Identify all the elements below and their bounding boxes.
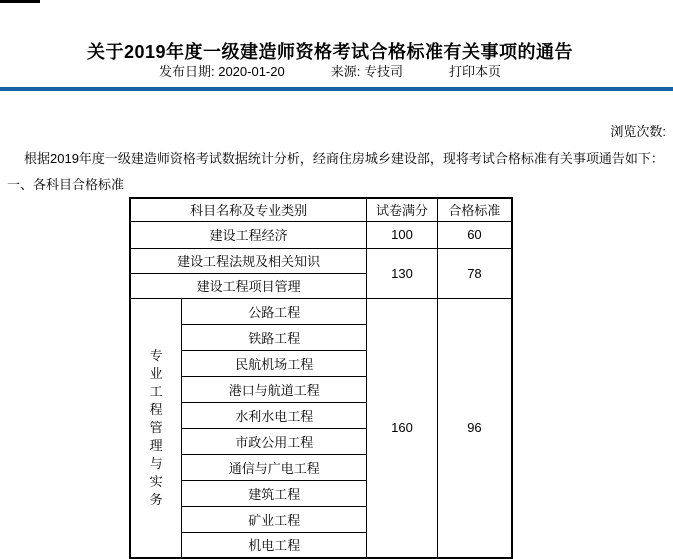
section-heading: 一、各科目合格标准 <box>7 177 125 193</box>
table-row <box>130 221 512 248</box>
subject-cell: 通信与广电工程 <box>182 454 367 480</box>
table-header-row <box>130 198 512 221</box>
subject-cell: 矿业工程 <box>182 506 367 532</box>
full-score-cell: 160 <box>367 298 438 558</box>
pass-score-cell: 60 <box>437 221 512 248</box>
print-page-link[interactable]: 打印本页 <box>448 64 501 79</box>
views-counter-label: 浏览次数: <box>610 124 666 139</box>
page-title: 关于2019年度一级建造师资格考试合格标准有关事项的通告 <box>86 42 574 63</box>
subject-cell: 港口与航道工程 <box>182 376 367 402</box>
practice-category-label: 专业工程管理与实务 <box>149 347 163 507</box>
pass-score-cell: 78 <box>437 248 512 298</box>
practice-category-cell <box>130 298 182 558</box>
intro-paragraph: 根据2019年度一级建造师资格考试数据统计分析，经商住房城乡建设部，现将考试合格标准有关事项通告如下： <box>24 151 664 166</box>
publish-date: 发布日期: 2020-01-20 <box>159 64 285 79</box>
subject-cell: 民航机场工程 <box>182 350 367 376</box>
subject-cell: 公路工程 <box>182 298 367 324</box>
top-left-bar <box>0 0 40 3</box>
subject-cell: 机电工程 <box>182 532 367 558</box>
subject-cell: 建设工程法规及相关知识 <box>130 248 367 273</box>
header-full-score: 试卷满分 <box>367 198 438 221</box>
full-score-cell: 100 <box>367 221 438 248</box>
source: 来源: 专技司 <box>330 64 403 79</box>
subject-cell: 铁路工程 <box>182 324 367 350</box>
table-row <box>130 298 512 324</box>
subject-cell: 市政公用工程 <box>182 428 367 454</box>
full-score-cell: 130 <box>367 248 438 298</box>
header-subject: 科目名称及专业类别 <box>130 198 367 221</box>
meta-line <box>0 61 660 80</box>
pass-score-cell: 96 <box>437 298 512 558</box>
header-pass-score: 合格标准 <box>437 198 512 221</box>
subject-cell: 建筑工程 <box>182 480 367 506</box>
blue-divider <box>0 87 673 91</box>
subject-cell: 建设工程经济 <box>130 221 367 248</box>
subject-cell: 水利水电工程 <box>182 402 367 428</box>
table-row <box>130 248 512 273</box>
subject-cell: 建设工程项目管理 <box>130 273 367 298</box>
notice-content <box>7 149 667 559</box>
pass-standards-table <box>129 197 513 559</box>
